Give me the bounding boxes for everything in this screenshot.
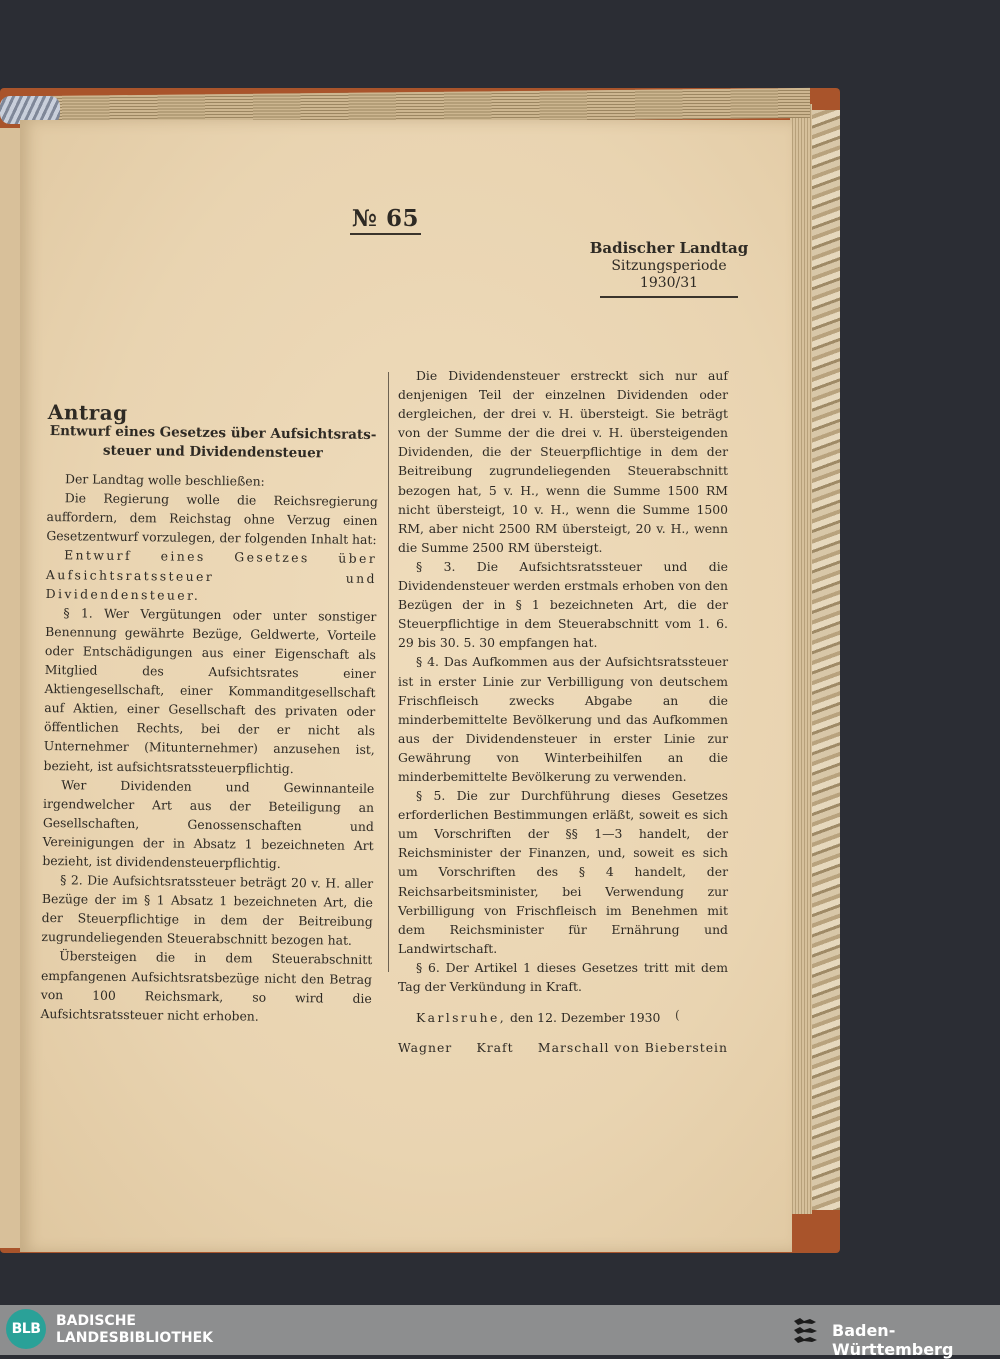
coat-of-arms-icon[interactable]	[790, 1314, 822, 1346]
subtitle-line-1: Entwurf eines Gesetzes über Aufsichtsrats-	[49, 423, 377, 444]
session-label: Sitzungsperiode	[611, 258, 727, 274]
state-name[interactable]: Baden-Württemberg	[832, 1321, 954, 1359]
subtitle-line-2: steuer und Dividendensteuer	[102, 442, 323, 462]
stray-mark: (	[675, 1008, 680, 1022]
paragraph-section-1: § 1. Wer Vergütungen oder unter sonstiger Benennung gewährte Bezüge, Geldwerte, Vorteile oder Entschädigungen aus einer Eigenschaft als Mitglied des Aufsichtsrates einer Aktiengesellschaft, einer Kommanditgesellschaft auf Aktien, einer Gesellschaft des privaten oder öffentlichen Rechts, bei der er nicht als Unternehmer (Mitunternehmer) anzusehen ist, bezieht, ist aufsichtsratssteuerpflichtig.	[43, 604, 377, 776]
left-page-edge	[0, 128, 22, 1248]
header-rule	[600, 296, 738, 298]
paragraph-section-3: § 3. Die Aufsichtsratssteuer und die Dividendensteuer werden erstmals erhoben von den Bezügen der in § 1 bezeichneten Art, die der Steuerpflichtige in dem Steuerabschnitt vom 1. 6. 29 bis 30. 5. 30 empfangen hat.	[398, 558, 728, 651]
paragraph-request: Die Regierung wolle die Reichsregierung auffordern, dem Reichstag ohne Verzug einen Gesetzentwurf vorzulegen, der folgenden Inhalt hat:	[46, 490, 378, 548]
paragraph-draft-title: Entwurf eines Gesetzes über Aufsichtsratssteuer und Dividendensteuer.	[45, 547, 378, 603]
column-divider	[388, 372, 389, 972]
session-years: 1930/31	[639, 275, 699, 291]
paragraph-section-2: § 2. Die Aufsichtsratssteuer beträgt 20 v. H. aller Bezüge der im § 1 Absatz 1 bezeichneten Art, die der Steuerpflichtige in dem der Beitreibung zugrundeliegenden Steuerabschnitt bezogen hat.	[41, 872, 374, 949]
date-text: den 12. Dezember 1930	[510, 1010, 661, 1026]
document-page	[20, 120, 792, 1252]
paragraph-section-5: § 5. Die zur Durchführung dieses Gesetzes erforderlichen Bestimmungen erläßt, soweit es sich um Vorschriften der §§ 1—3 handelt, der Reichsminister der Finanzen, und, soweit es sich um Vorschriften des § 4 handelt, der Reichsarbeitsminister, bei Verwendung zur Verbilligung von Frischfleisch im Benehmen mit dem Reichsminister für Ernährung und Landwirtschaft.	[398, 788, 728, 956]
library-name-line-2: LANDESBIBLIOTHEK	[56, 1330, 214, 1346]
blb-logo-icon[interactable]: BLB	[6, 1309, 46, 1349]
paragraph-section-4: § 4. Das Aufkommen aus der Aufsichtsratssteuer ist in erster Linie zur Verbilligung von deutschem Frischfleisch zwecks Abgabe an die minderbemittelte Bevölkerung und das Aufkommen aus der Dividendensteuer in erster Linie zur Gewährung von Winterbeihilfen an die minderbemittelte Bevölkerung zu verwenden.	[398, 654, 728, 784]
signer-1: Wagner	[398, 1040, 453, 1056]
signer-2: Kraft	[476, 1040, 514, 1056]
document-title: Antrag	[47, 400, 128, 425]
marbled-edge	[808, 110, 840, 1210]
left-column	[40, 400, 379, 1027]
institution-name: Badischer Landtag	[589, 239, 749, 257]
document-subtitle	[47, 422, 378, 464]
paragraph-dividend-tax: Die Dividendensteuer erstreckt sich nur auf denjenigen Teil der einzelnen Dividenden oder dergleichen, der drei v. H. übersteigt. Sie beträgt von der Summe der die drei v. H. übersteigenden Dividenden, die der Steuerpflichtige in dem der Beitreibung zugrundeliegenden Steuerabschnitt bezogen hat, 5 v. H., wenn die Summe 1500 RM nicht übersteigt, 10 v. H., wenn die Summe 1500 RM, aber nicht 2500 RM übersteigt, 20 v. H., wenn die Summe 2500 RM übersteigt.	[398, 368, 728, 555]
session-header	[580, 238, 758, 298]
page-stack	[790, 104, 812, 1214]
right-column	[398, 366, 728, 1057]
document-number: № 65	[350, 205, 421, 235]
footer-bar	[0, 1305, 1000, 1359]
signer-3: Marschall von Bieberstein	[537, 1040, 728, 1056]
paragraph-dividends: Wer Dividenden und Gewinnanteile irgendwelcher Art aus der Beteiligung an Gesellschaften, Genossenschaften und Vereinigungen der in Absatz 1 bezeichneten Art bezieht, ist dividendensteuerpflichtig.	[42, 776, 375, 871]
place-name: Karlsruhe,	[416, 1010, 507, 1026]
signers-line	[398, 1038, 728, 1057]
paragraph-exemption: Übersteigen die in dem Steuerabschnitt empfangenen Aufsichtsratsbezüge nicht den Betrag von 100 Reichsmark, so wird die Aufsichtsratssteuer nicht erhoben.	[40, 948, 373, 1024]
library-name-line-1: BADISCHE	[56, 1313, 136, 1329]
paragraph-section-6: § 6. Der Artikel 1 dieses Gesetzes tritt mit dem Tag der Verkündung in Kraft.	[398, 959, 728, 994]
paragraph-resolution: Der Landtag wolle beschließen:	[64, 471, 265, 489]
library-name[interactable]	[56, 1313, 213, 1347]
